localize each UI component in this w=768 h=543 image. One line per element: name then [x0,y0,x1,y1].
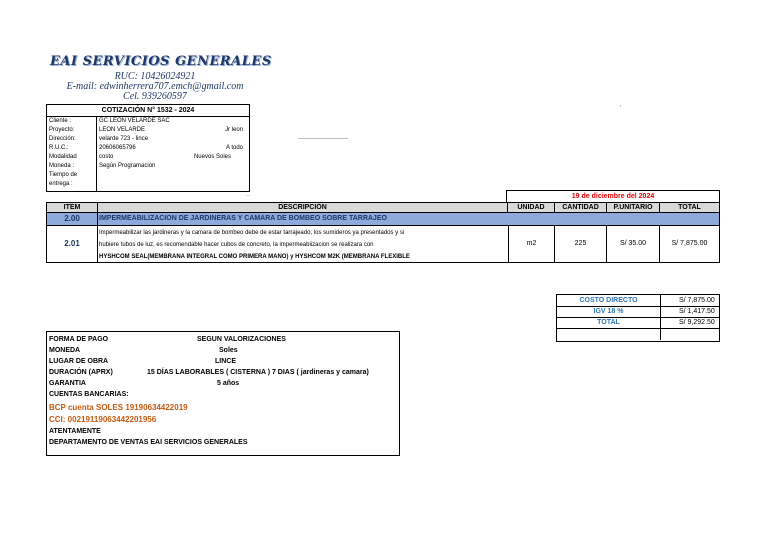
bank-accounts-label: CUENTAS BANCARIAS: [49,391,129,398]
totals-box [556,294,720,342]
table-row [46,225,720,263]
quote-value: Según Programación [99,163,156,169]
totals-value: S/ 9,292.50 [679,319,715,326]
duration-value: 15 DÍAS LABORABLES ( CISTERNA ) 7 DIAS ( jardineras y camara) [147,369,369,376]
quote-label: Proyecto: [49,127,75,133]
quote-label: R.U.C.: [49,145,69,151]
quote-row-project [47,126,249,135]
quote-label: Dirección: [49,136,76,142]
row-unit: m2 [508,226,555,262]
quote-value: GC LEON VELARDE SAC [99,118,170,124]
row-qty: 225 [555,226,607,262]
duration-label: DURACIÓN (APRX) [49,369,113,376]
section-row [46,212,720,226]
cci-account: CCI: 00219119063442201956 [49,415,157,424]
row-total: S/ 7,875.00 [671,240,708,247]
closing-text: ATENTAMENTE [49,428,101,435]
warranty-value: 5 años [217,380,240,387]
currency-value: Soles [219,347,238,354]
quote-extra: Nuevos Soles [193,154,231,160]
quote-row-modality [47,153,249,162]
quote-row-delivery-1 [47,171,249,180]
bcp-account: BCP cuenta SOLES 19190634422019 [49,403,188,412]
currency-label: MONEDA [49,347,81,354]
quote-label: entrega : [49,181,73,187]
row-description-line: hubiere tubos de luz, es recomendable hacer cubos de concreto, la impermeabiizacion se realizara con [99,242,374,248]
quote-row-currency [47,162,249,171]
row-description-line: HYSHCOM SEAL(MEMBRANA INTEGRAL COMO PRIMERA MANO) y HYSHCOM M2K (MEMBRANA FLEXIBLE [99,254,410,260]
quote-label: Moneda : [49,163,75,169]
quote-label: Modalidad [49,154,77,160]
quote-value: velarde 723 - lince [99,136,149,142]
mark-glyph: ‚ [620,102,622,108]
quote-row-address [47,135,249,144]
quote-row-client [47,117,249,126]
header-description: DESCRIPCIÓN [98,203,508,212]
quote-value: costo [99,154,114,160]
totals-label: TOTAL [557,317,661,328]
quote-label: Cliente : [49,118,72,124]
quote-label: Tiempo de [49,172,78,178]
totals-value: S/ 7,875.00 [679,297,715,304]
row-description [99,227,549,263]
quote-extra: Jr leon [224,127,243,133]
separator-line [298,138,348,139]
quote-date: 19 de diciembre del 2024 [506,190,720,203]
header-qty: CANTIDAD [555,203,607,212]
company-email: E-mail: edwinherrera707.emch@gmail.com [66,81,244,92]
quote-info-box [46,104,250,192]
mark-glyph: ·· [246,193,250,199]
totals-value: S/ 1,417.50 [679,308,715,315]
section-item-number: 2.00 [47,213,98,225]
totals-empty-cell [557,328,661,340]
payment-info-box [46,331,400,456]
quote-extra: A todo [225,145,243,151]
header-unit: UNIDAD [508,203,555,212]
quote-value: 20606065796 [99,145,136,151]
quote-title: COTIZACIÓN N° 1532 - 2024 [47,105,249,117]
row-description-line: Impermeabilizar las jardineras y la camara de bombeo debe de estar tarrajeado, los sumideros ya presentados y si [99,230,405,236]
header-item: ITEM [47,203,98,212]
row-unit-price: S/ 35.00 [607,226,660,262]
header-unit-price: P.UNITARIO [607,203,660,212]
totals-empty-row [557,328,719,339]
quote-value: LEON VELARDE [99,127,146,133]
section-description: IMPERMEABILIZACION DE JARDINERAS Y CAMARA DE BOMBEO SOBRE TARRAJEO [99,215,387,222]
totals-label: IGV 18 % [557,306,661,317]
header-total: TOTAL [678,204,701,211]
warranty-label: GARANTIA [49,380,86,387]
payment-method-value: SEGUN VALORIZACIONES [197,336,286,343]
quote-row-ruc [47,144,249,153]
totals-label: COSTO DIRECTO [557,295,661,306]
site-value: LINCE [215,358,236,365]
payment-method-label: FORMA DE PAGO [49,336,109,343]
site-label: LUGAR DE OBRA [49,358,109,365]
quote-row-delivery-2 [47,180,249,189]
company-name: EAI SERVICIOS GENERALES [50,54,272,69]
sales-department: DEPARTAMENTO DE VENTAS EAI SERVICIOS GENERALES [49,439,248,446]
row-item-number: 2.01 [47,226,98,262]
company-ruc: RUC: 10426024921 [114,71,196,82]
company-phone: Cel. 939260597 [123,91,187,102]
